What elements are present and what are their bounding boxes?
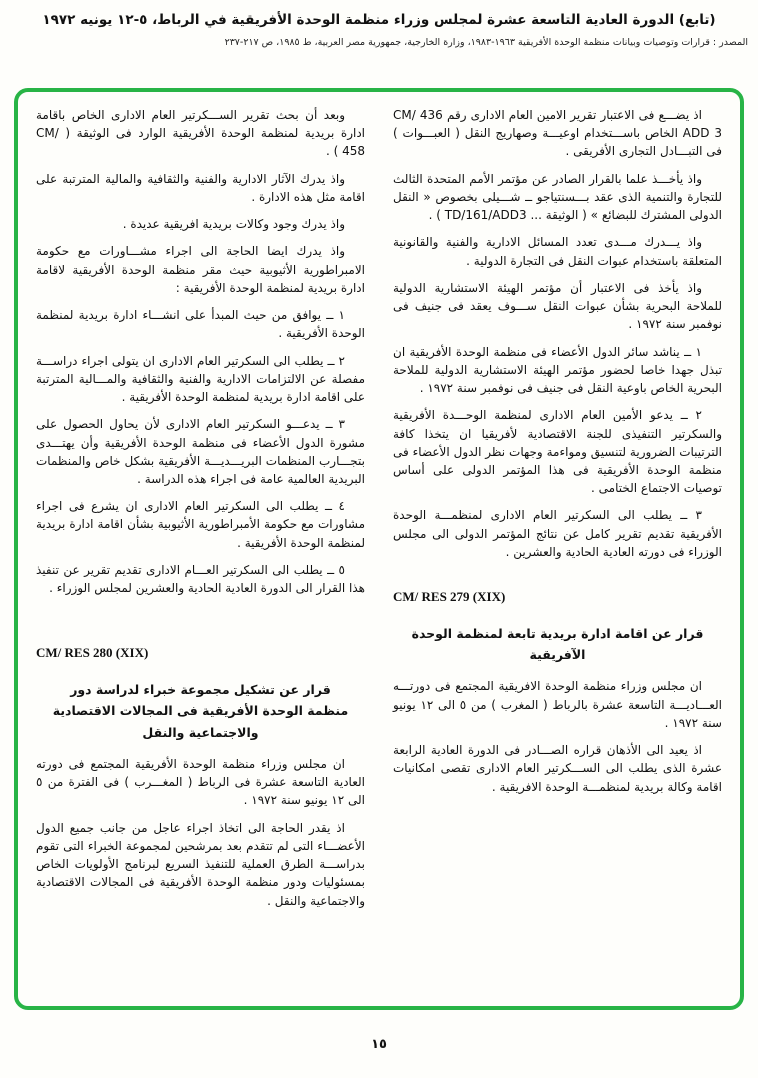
doc-ref-cm-res-280: CM/ RES 280 (XIX) [36,645,149,661]
content-border [14,88,744,1010]
column-right [393,106,722,992]
paragraph: اذ يضـــع فى الاعتبار تقرير الامين العام الادارى رقم CM/ 436 ADD 3 الخاص باســـتخدام اوعيـــة وصهاريج النقل ( العبـــوات ) فى التبـــادل التجارى الأفريقى . [393,108,722,159]
paragraph: ٣ ــ يدعـــو السكرتير العام الادارى لأن يحاول الحصول على مشورة الدول الأعضاء فى منظمة الوحدة الأفريقية وأن يهتـــدى بتجـــارب المنظمات البريـــديـــة الأفريقية بشكل خاص والمنظمات البريدية العالمية عامة فى اجراء هذه الدراسة . [36,417,365,486]
paragraph: واذ يأخـــذ علما بالقرار الصادر عن مؤتمر الأمم المتحدة الثالث للتجارة والتنمية الذى عقد بـــسنتياجو ــ شـــيلى بخصوص « النقل الدولى المشترك للبضائع » ( الوثيقة ... TD/161/ADD3 ) . [393,171,722,223]
paragraph: ان مجلس وزراء منظمة الوحدة الافريقية المجتمع فى دورتـــه العـــاديـــة التاسعة عشرة بالرباط ( المغرب ) من ٥ الى ١٢ يونيو سنة ١٩٧٢ . [393,679,722,730]
paragraph: ٢ ــ يدعو الأمين العام الادارى لمنظمة الوحـــدة الأفريقية والسكرتير التنفيذى للجنة الاقتصادية لأفريقيا ان يتخذا كافة الترتيبات الضرورية لتنسيق ومواءمة وجهات نظر الدول الأعضاء فى منظمة الوحدة الأفريقية فى هذا المؤتمر الدولى على أساس توصيات الاجتماع الختامى . [393,408,722,496]
paragraph: واذ يدرك ايضا الحاجة الى اجراء مشـــاورات مع حكومة الامبراطورية الأثيوبية حيث مقر منظمة الوحدة الأفريقية لاقامة ادارة بريدية لمنظمة الوحدة الأفريقية : [36,244,365,295]
paragraph: ١ ــ يناشد سائر الدول الأعضاء فى منظمة الوحدة الأفريقية ان تبذل جهدا خاصا لحضور مؤتمر الهيئة الاستشارية الدولية للملاحة البحرية الخاص باوعية النقل فى جنيف فى نوفمبر سنة ١٩٧٢ . [393,344,722,396]
paragraph: ٤ ــ يطلب الى السكرتير العام الادارى ان يشرع فى اجراء مشاورات مع حكومة الأمبراطورية الأثيوبية بشأن اقامة ادارة بريدية لمنظمة الوحدة الأفريقية . [36,499,365,550]
paragraph: اذ يعيد الى الأذهان قراره الصـــادر فى الدورة العادية الرابعة عشرة الذى يطلب الى الســـكرتير العام الادارى تقصى امكانيات اقامة وكالة بريدية لمنظمـــة الوحدة الافريقية . [393,743,722,794]
paragraph: اذ يقدر الحاجة الى اتخاذ اجراء عاجل من جانب جميع الدول الأعضـــاء التى لم تتقدم بعد بمرشحين لمجموعة الخبراء التى تقوم بدراســـة الطرق العملية للتنفيذ السريع لبرنامج الأولويات الخاص بمسئوليات ودور منظمة الوحدة الأفريقية فى المجالات الاقتصادية والاجتماعية والنقل . [36,820,365,908]
paragraph: ٢ ــ يطلب الى السكرتير العام الادارى ان يتولى اجراء دراســـة مفصلة عن الالتزامات الادارية والفنية والثقافية والمـــالية المترتبة على اقامة ادارة بريدية لمنظمة الوحدة الأفريقية . [36,353,365,405]
resolution-title-280: قرار عن تشكيل مجموعة خبراء لدراسة دور منظمة الوحدة الأفريقية فى المجالات الاقتصادية والاجتماعية والنقل [52,682,349,740]
resolution-title-279: قرار عن اقامة ادارة بريدية تابعة لمنظمة الوحدة الآفريقية [411,625,704,663]
paragraph: واذ يدرك الآثار الادارية والفنية والثقافية والمالية المترتبة على اقامة مثل هذه الادارة . [36,171,365,204]
paragraph: ٥ ــ يطلب الى السكرتير العـــام الادارى تقديم تقرير عن تنفيذ هذا القرار الى الدورة العادية الحادية والعشرين لمجلس الوزراء . [36,562,365,596]
paragraph: ١ ــ يوافق من حيث المبدأ على انشـــاء ادارة بريدية لمنظمة الوحدة الأفريقية . [36,308,365,341]
paragraph: واذ يـــدرك مـــدى تعدد المسائل الادارية والفنية والقانونية المتعلقة باستخدام عبوات النقل فى التجارة الدولية . [393,235,722,268]
doc-ref-cm-res-279: CM/ RES 279 (XIX) [393,589,506,605]
page-number: ١٥ [371,1037,387,1052]
paragraph: وبعد أن بحث تقرير الســـكرتير العام الادارى الخاص باقامة ادارة بريدية لمنظمة الوحدة الأفريقية الوارد فى الوثيقة ( CM/ 458 ) . [36,108,365,159]
paragraph: واذ يأخذ فى الاعتبار أن مؤتمر الهيئة الاستشارية الدولية للملاحة البحرية بشأن عبوات النقل ســـوف يعقد فى جنيف فى نوفمبر سنة ١٩٧٢ . [393,280,722,332]
paragraph: ٣ ــ يطلب الى السكرتير العام الادارى لمنظمـــة الوحدة الأفريقية تقديم تقرير كامل عن نتائج المؤتمر الدولى الى مجلس الوزراء فى دورته العادية الحادية والعشرين . [393,508,722,559]
source-citation: المصدر : قرارات وتوصيات وبيانات منظمة الوحدة الأفريقية ١٩٦٣-١٩٨٣، وزارة الخارجية، جمهورية مصر العربية، ط ١٩٨٥، ص ٢١٧-٢٣٧ [224,37,748,48]
page-header-title: (تابع) الدورة العادية التاسعة عشرة لمجلس وزراء منظمة الوحدة الأفريقية في الرباط، ٥-١٢ يونيه ١٩٧٢ [42,12,716,28]
column-left [36,106,365,992]
paragraph: ان مجلس وزراء منظمة الوحدة الأفريقية المجتمع فى دورته العادية التاسعة عشرة فى الرباط ( المغـــرب ) فى الفترة من ٥ الى ١٢ يونيو سنة ١٩٧٢ . [36,756,365,808]
page-header [0,0,758,48]
paragraph: واذ يدرك وجود وكالات بريدية افريقية عديدة . [122,217,345,232]
